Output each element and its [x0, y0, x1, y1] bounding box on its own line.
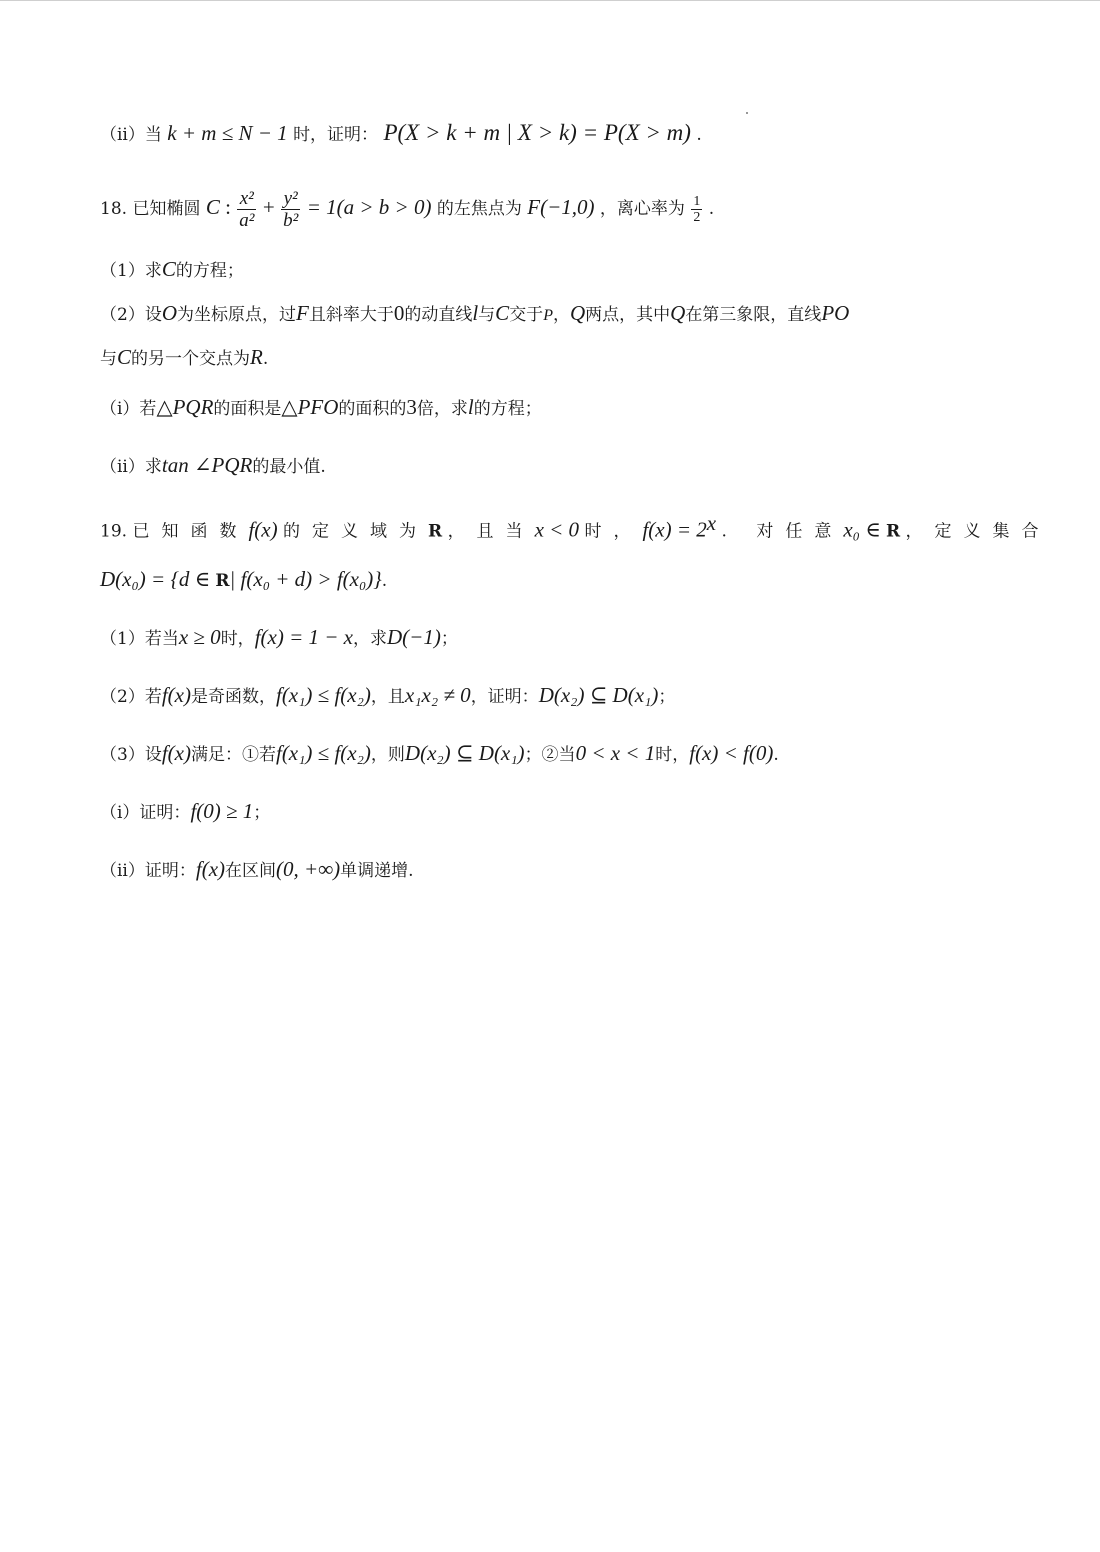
q18-number: 18.: [100, 199, 128, 219]
q18-i-triangle-pfo: △PFO: [281, 395, 339, 419]
q19-p2-subset: D(x₂) ⊆ D(x₁): [538, 683, 659, 707]
q19-i-text-a: （i）证明：: [100, 803, 191, 823]
q18-i-text-d: 倍，求: [416, 399, 468, 419]
q19-p2-f: f(x): [161, 683, 191, 707]
q17-ii-formula: P(X > k + m | X > k) = P(X > m): [383, 120, 691, 145]
q19-part-ii: [100, 858, 414, 882]
q19-i-end: ；: [253, 803, 271, 823]
q19-D-end: .: [381, 571, 388, 591]
q19-real-set-2: R: [886, 521, 901, 542]
q19-p1-f: f(x) = 1 − x: [254, 625, 353, 649]
q17-ii-text: 时，证明：: [293, 125, 379, 145]
q18-intro: 已知椭圆: [132, 199, 201, 219]
q19-p1-cond: x ≥ 0: [178, 625, 221, 649]
q18-p2-P: P: [543, 307, 553, 324]
q18-part-2-line2: [100, 346, 268, 370]
q18-p2-l: l: [472, 301, 479, 325]
q18-ii-tan: tan ∠PQR: [161, 453, 253, 477]
q18-p2-F: F: [296, 301, 309, 325]
q19-p2-text-b: 是奇函数，: [190, 687, 276, 707]
q18-p2-end: .: [262, 349, 269, 369]
q18-p2-text-a: （2）设: [100, 305, 162, 325]
q19-D-right: | f(x₀ + d) > f(x₀)}: [229, 567, 382, 591]
q18-p2-Q2: Q: [670, 301, 686, 325]
q19-ii-interval: (0, +∞): [276, 857, 341, 881]
q18-i-three: 3: [406, 395, 417, 419]
q19-p1-text-c: ，求: [353, 629, 387, 649]
q18-fraction-y: [281, 188, 300, 231]
q18-p2-text-k: 的另一个交点为: [131, 349, 251, 369]
q18-p2-text-f: 交于: [509, 305, 544, 325]
q18-p2-C: C: [495, 301, 510, 325]
q19-text-5: ，定义集合: [905, 521, 1051, 542]
q18-stem: 18. 已知椭圆 C : $\frac{\text{x²}}{\text{a²}}$ + $\frac{\text{y²}}{\text{b²}}$ = 1(a > b > 0) 的左焦点为 F(−1,0) ，离心率为 $\frac{1}{2}$ .: [100, 188, 715, 231]
q18-focus: F(−1,0): [527, 195, 595, 219]
q18-eccentricity: [691, 194, 702, 225]
q18-part-ii: [100, 454, 326, 478]
q18-part-2-line1: [100, 302, 849, 327]
q19-text-1: 的定义域为: [283, 521, 429, 542]
q19-p1-text-b: 时，: [220, 629, 255, 649]
q19-ii-text-c: 单调递增.: [340, 861, 414, 881]
q19-p3-text-d: ；②当: [524, 745, 576, 765]
q18-p2-R: R: [250, 345, 263, 369]
q19-D-R: R: [215, 571, 230, 591]
q18-i-text-b: 的面积是: [213, 399, 282, 419]
q18-p2-text-i: 在第三象限，直线: [685, 305, 822, 325]
q18-p2-PO: PO: [821, 301, 850, 325]
q19-p2-text-a: （2）若: [100, 687, 162, 707]
q19-p2-text-d: ，证明：: [470, 687, 539, 707]
q19-p3-ineq: f(x₁) ≤ f(x₂): [275, 741, 371, 765]
q19-p2-end: ；: [658, 687, 676, 707]
q18-ii-text-b: 的最小值.: [252, 457, 326, 477]
q18-i-text-c: 的面积的: [338, 399, 407, 419]
q19-p3-text-a: （3）设: [100, 745, 162, 765]
q19-part-1: [100, 626, 458, 650]
q19-x0: x₀ ∈: [843, 517, 886, 542]
q18-ecc-text: ，离心率为: [599, 199, 685, 219]
q19-D-left: D(x₀) = {d ∈: [100, 567, 216, 591]
q18-p2-text-g: ，: [552, 305, 570, 325]
q18-p2-text-d: 的动直线: [404, 305, 473, 325]
q18-i-text-e: 的方程；: [473, 399, 542, 419]
q19-part-3: [100, 742, 779, 766]
q18-p2-Q: Q: [569, 301, 586, 325]
q19-ii-text-a: （ii）证明：: [100, 861, 196, 881]
q18-plus: +: [262, 195, 275, 219]
q18-i-triangle-pqr: △PQR: [156, 395, 214, 419]
q19-p3-text-b: 满足：①若: [190, 745, 276, 765]
q18-p2-text-c: 且斜率大于: [308, 305, 394, 325]
q19-p2-prod: x₁x₂ ≠ 0: [404, 683, 471, 707]
q19-fdef: f(x) = 2: [642, 517, 707, 542]
q18-p2-text-b: 为坐标原点，过: [177, 305, 296, 325]
q18-frac-x-den: a²: [239, 210, 255, 231]
q18-p1-var: C: [161, 257, 176, 281]
q19-p2-ineq: f(x₁) ≤ f(x₂): [275, 683, 371, 707]
q18-fraction-x: [237, 188, 256, 231]
q18-ecc-end: .: [708, 199, 715, 219]
q18-ecc-den: 2: [693, 210, 701, 225]
q19-stem-line1: [100, 512, 1051, 543]
q19-p3-range: 0 < x < 1: [575, 741, 656, 765]
q18-p2-zero: 0: [393, 301, 405, 325]
q18-p1-end: 的方程；: [175, 261, 244, 281]
q19-ii-f: f(x): [195, 857, 226, 881]
q19-p3-f: f(x): [161, 741, 191, 765]
q19-p3-subset: D(x₂) ⊆ D(x₁): [404, 741, 525, 765]
q19-p2-text-c: ，且: [370, 687, 405, 707]
top-border: [0, 0, 1100, 1]
q18-frac-y-den: b²: [283, 210, 299, 231]
q18-frac-y-num: y²: [281, 188, 300, 210]
q18-p2-text-e: 与: [478, 305, 496, 325]
q19-p3-text-c: ，则: [370, 745, 405, 765]
q19-text-2: ，且当: [447, 521, 535, 542]
q19-condition: x < 0: [534, 517, 580, 542]
q19-p1-end: ；: [440, 629, 458, 649]
q19-fx: f(x): [248, 517, 278, 542]
q19-part-i: [100, 800, 270, 824]
q19-definition: [100, 568, 387, 592]
q19-i-f: f(0) ≥ 1: [190, 799, 254, 823]
q18-part-i: [100, 396, 542, 420]
q19-real-set: R: [428, 521, 443, 542]
q17-part-ii: [100, 122, 702, 146]
q19-text-4: . 对任意: [721, 521, 844, 542]
q19-p3-text-e: 时，: [655, 745, 690, 765]
q18-i-l: l: [467, 395, 474, 419]
q18-frac-x-num: x²: [237, 188, 256, 210]
q17-ii-label: （ii）当: [100, 125, 162, 145]
q18-ellipse-name: C: [205, 195, 220, 219]
q18-p2-text-h: 两点，其中: [585, 305, 671, 325]
q19-number: 19.: [100, 521, 128, 542]
q19-p1-text-a: （1）若当: [100, 629, 179, 649]
q18-part-1: [100, 258, 244, 282]
scan-speck: [746, 112, 748, 114]
q18-p2-O: O: [161, 301, 177, 325]
q19-p3-end: .: [773, 745, 779, 765]
q18-p2-C2: C: [117, 345, 132, 369]
q19-p1-D: D(−1): [387, 625, 441, 649]
q19-part-2: [100, 684, 675, 708]
q18-ii-text-a: （ii）求: [100, 457, 162, 477]
q18-focus-text: 的左焦点为: [436, 199, 522, 219]
q19-fdef-exp: x: [706, 511, 717, 535]
q19-text-3: 时，: [584, 521, 643, 542]
q19-p3-ineq2: f(x) < f(0): [689, 741, 774, 765]
q17-ii-condition: k + m ≤ N − 1: [167, 121, 288, 145]
q18-p2-text-j: 与: [100, 349, 117, 369]
q17-ii-end: .: [696, 125, 702, 145]
q18-p1-label: （1）求: [100, 261, 162, 281]
q18-i-text-a: （i）若: [100, 399, 157, 419]
q18-equation-rest: = 1(a > b > 0): [306, 195, 432, 219]
q18-ecc-num: 1: [693, 194, 701, 209]
q19-intro: 已知函数: [132, 521, 249, 542]
q19-ii-text-b: 在区间: [225, 861, 277, 881]
